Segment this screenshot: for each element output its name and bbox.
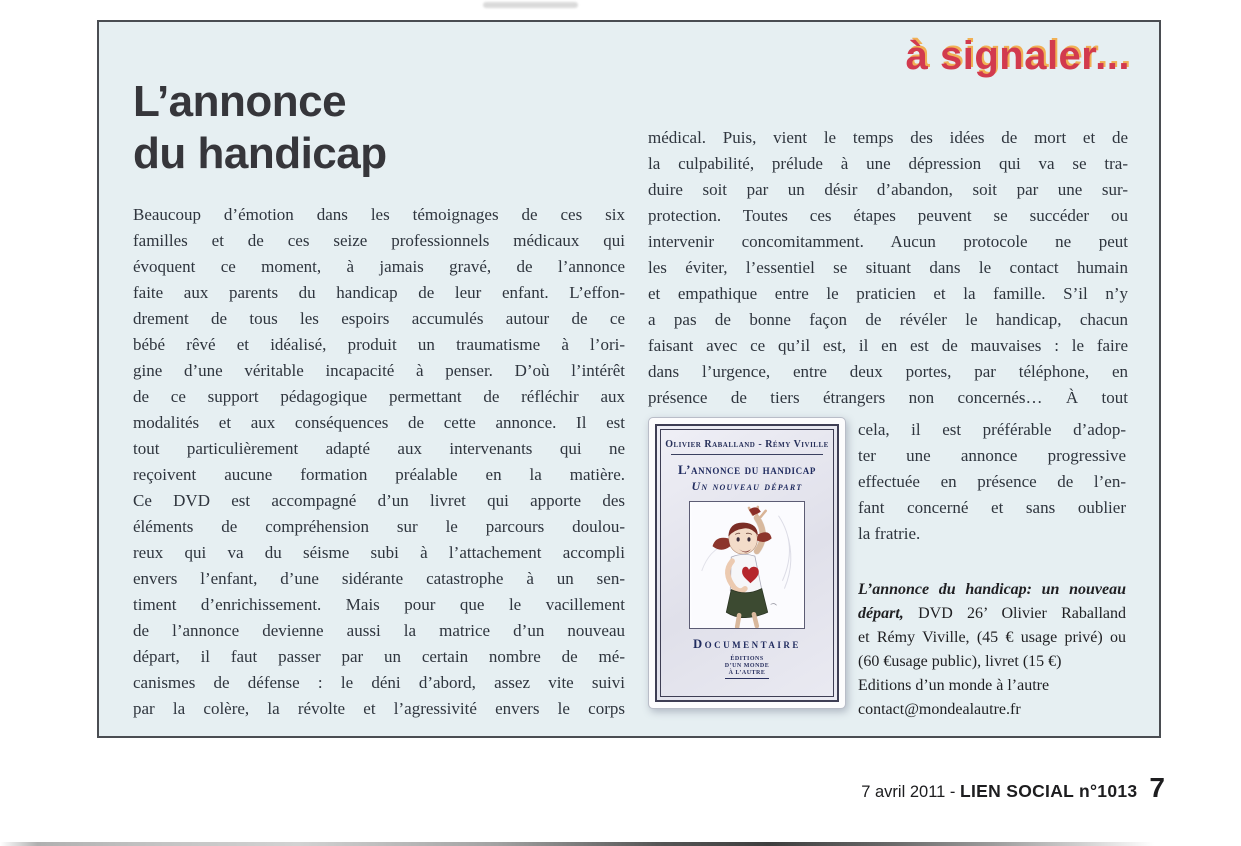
text-line: modalités et aux conséquences de cette annonce. Il est bbox=[133, 413, 625, 432]
text-line: envers l’enfant, d’une sidérante catastrophe à un sen- bbox=[133, 569, 625, 588]
page-number: 7 bbox=[1149, 772, 1165, 803]
dvd-genre: Documentaire bbox=[693, 637, 801, 651]
caption-line bbox=[858, 578, 1126, 602]
text-line: les éviter, l’essentiel se situant dans le contact humain bbox=[648, 258, 1128, 277]
caption-title-bold: départ, bbox=[858, 605, 904, 622]
text-line: À L’AUTRE bbox=[728, 670, 766, 676]
left-column-text bbox=[133, 202, 625, 722]
footer-date: 7 avril 2011 bbox=[861, 783, 946, 801]
dvd-cover-frame bbox=[660, 429, 834, 697]
caption-contact-email: contact@mondealautre.fr bbox=[858, 701, 1021, 718]
text-line: par la colère, la révolte et l’agressivité envers le corps bbox=[133, 699, 625, 718]
text-line: L’annonce bbox=[133, 77, 347, 126]
caption-line bbox=[858, 602, 1126, 626]
text-line: du handicap bbox=[133, 129, 387, 178]
right-column bbox=[648, 125, 1128, 722]
dvd-cover bbox=[655, 424, 839, 702]
right-column-text bbox=[648, 125, 1128, 411]
text-line: et empathique entre le praticien et la famille. S’il n’y bbox=[648, 284, 1128, 303]
scan-edge bbox=[0, 842, 1241, 846]
text-line: ÉDITIONS bbox=[730, 656, 764, 662]
dvd-title: L’annonce du handicap bbox=[678, 462, 816, 477]
publisher-logo bbox=[725, 656, 770, 679]
caption-line: (60 €usage public), livret (15 €) bbox=[858, 653, 1062, 670]
text-line: Beaucoup d’émotion dans les témoignages de ces six bbox=[133, 205, 625, 224]
dvd-authors: Olivier Raballand - Rémy Viville bbox=[665, 439, 829, 450]
text-line: drement de tous les espoirs accumulés autour de ce bbox=[133, 309, 625, 328]
scan-artifact bbox=[483, 2, 578, 8]
text-line: ter une annonce progressive bbox=[858, 446, 1126, 465]
text-line: reux qui va du séisme subi à l’attachement accompli bbox=[133, 543, 625, 562]
dvd-cover-photo bbox=[648, 417, 846, 709]
dvd-illustration bbox=[689, 501, 805, 629]
text-line: fant concerné et sans oublier bbox=[858, 498, 1126, 517]
text-line: tout particulièrement adapté aux intervenants qui ne bbox=[133, 439, 625, 458]
wrapped-text-last: la fratrie. bbox=[858, 524, 921, 543]
caption-title-bold: L’annonce du handicap: un nouveau bbox=[858, 581, 1126, 598]
text-line: timent d’enrichissement. Mais pour que le vacillement bbox=[133, 595, 625, 614]
article-title bbox=[133, 76, 387, 180]
right-of-cover bbox=[858, 417, 1126, 722]
text-line: protection. Toutes ces étapes peuvent se succéder ou bbox=[648, 206, 1128, 225]
text-line: effectuée en présence de l’en- bbox=[858, 472, 1126, 491]
text-line: familles et de ces seize professionnels médicaux qui bbox=[133, 231, 625, 250]
wrapped-text bbox=[858, 417, 1126, 521]
section-flag: à signaler... bbox=[905, 34, 1130, 78]
text-line: de l’annonce devienne aussi la matrice d’un nouveau bbox=[133, 621, 625, 640]
caption-publisher: Editions d’un monde à l’autre bbox=[858, 677, 1050, 694]
text-line: a pas de bonne façon de révéler le handicap, chacun bbox=[648, 310, 1128, 329]
page-footer bbox=[861, 772, 1165, 804]
text-line: bébé rêvé et idéalisé, produit un traumatisme à l’ori- bbox=[133, 335, 625, 354]
text-line: de ce support pédagogique permettant de réfléchir aux bbox=[133, 387, 625, 406]
divider-line bbox=[671, 454, 822, 455]
text-line: la culpabilité, prélude à une dépression qui va se tra- bbox=[648, 154, 1128, 173]
dvd-subtitle: Un nouveau départ bbox=[691, 479, 803, 493]
text-line: éléments de compréhension sur le parcours doulou- bbox=[133, 517, 625, 536]
dvd-caption bbox=[858, 578, 1126, 722]
text-line: présence de tiers étrangers non concernés… À tout bbox=[648, 388, 1128, 407]
footer-separator: - bbox=[945, 783, 961, 801]
text-line: dans l’urgence, entre deux portes, par téléphone, en bbox=[648, 362, 1128, 381]
caption-line: et Rémy Viville, (45 € usage privé) ou bbox=[858, 629, 1126, 646]
text-line: duire soit par un désir d’abandon, soit par une sur- bbox=[648, 180, 1128, 199]
caption-credits: DVD 26’ Olivier Raballand bbox=[903, 605, 1126, 622]
text-line: évoquent ce moment, à jamais gravé, de l’annonce bbox=[133, 257, 625, 276]
text-line: cela, il est préférable d’adop- bbox=[858, 420, 1126, 439]
text-line: médical. Puis, vient le temps des idées de mort et de bbox=[648, 128, 1128, 147]
child-drawing-icon bbox=[690, 502, 804, 628]
footer-magazine-name: LIEN SOCIAL n°1013 bbox=[960, 781, 1138, 801]
text-line: gine d’une véritable incapacité à penser. D’où l’intérêt bbox=[133, 361, 625, 380]
text-line: canismes de défense : le déni d’abord, assez vite suivi bbox=[133, 673, 625, 692]
text-line: reçoivent aucune formation préalable en la matière. bbox=[133, 465, 625, 484]
cover-and-caption-row bbox=[648, 417, 1128, 722]
text-line: Ce DVD est accompagné d’un livret qui apporte des bbox=[133, 491, 625, 510]
text-line: intervenir concomitamment. Aucun protocole ne peut bbox=[648, 232, 1128, 251]
text-line: D’UN MONDE bbox=[724, 663, 770, 669]
text-line: départ, il faut passer par un certain nombre de mé- bbox=[133, 647, 625, 666]
text-line: faite aux parents du handicap de leur enfant. L’effon- bbox=[133, 283, 625, 302]
text-line: faisant avec ce qu’il est, il en est de mauvaises : le faire bbox=[648, 336, 1128, 355]
